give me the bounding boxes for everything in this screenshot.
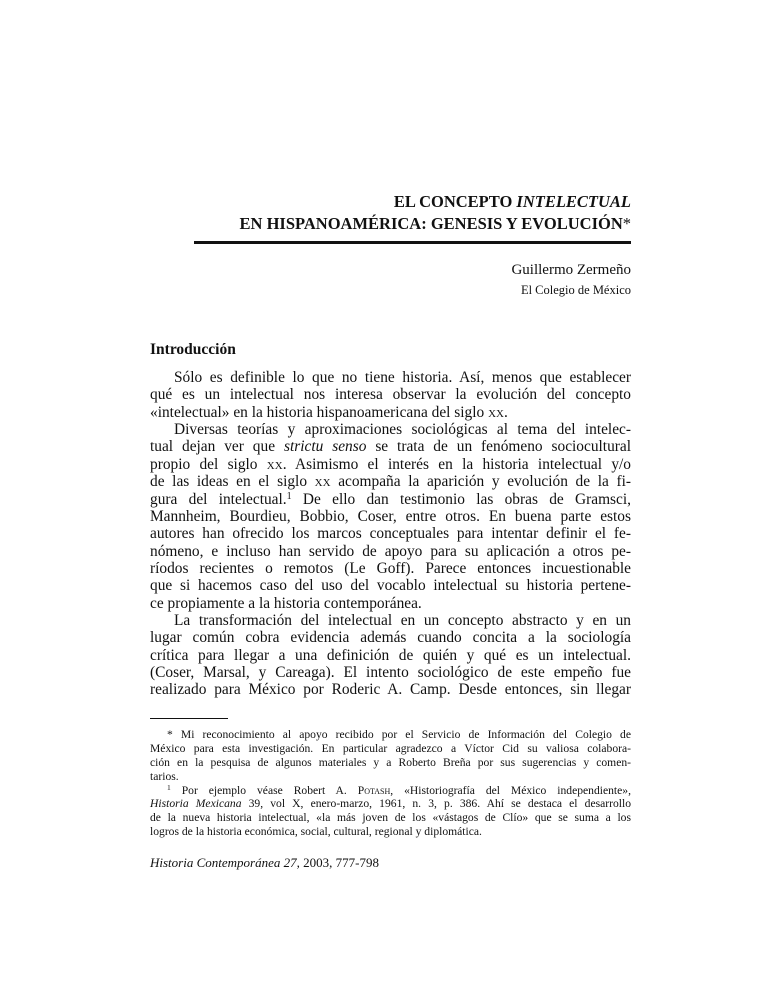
text-run: se trata de un fenómeno sociocultural [366, 438, 632, 456]
text-run: . Asimismo el interés en la historia intelectual y/o [282, 455, 631, 473]
body-line [150, 543, 631, 560]
text-run: Por ejemplo véase Robert A. [170, 783, 358, 797]
footnote-line [150, 742, 631, 756]
text-run: Diversas teorías y aproximaciones sociológicas al tema del intelec- [174, 421, 631, 439]
text-run: propio del siglo [150, 455, 267, 473]
body-line [150, 647, 631, 664]
text-run: (Coser, Marsal, y Careaga). El intento sociológico de este empeño fue [150, 664, 631, 682]
body-line [150, 595, 631, 612]
text-run: de la nueva historia intelectual, «la más joven de los «vástagos de Clío» que se suma a los [150, 811, 631, 825]
section-heading: Introducción [150, 341, 236, 358]
footnote-line [150, 825, 631, 839]
footnote-line [150, 728, 631, 742]
text-run: México para esta investigación. En particular agradezco a Víctor Cid su valiosa colabora- [150, 741, 631, 755]
text-run: La transformación del intelectual en un concepto abstracto y en un [174, 612, 631, 630]
footnote-line [150, 756, 631, 770]
body-line [150, 629, 631, 646]
small-caps-text: xx [314, 473, 331, 491]
text-run: tarios. [150, 769, 179, 783]
italic-text: Historia Contemporánea 27, [150, 855, 300, 870]
body-line [150, 612, 631, 629]
footnote-line [150, 784, 631, 798]
journal-citation-footer [150, 855, 379, 871]
footnote-line [150, 811, 631, 825]
footnote-marker: * [622, 214, 631, 233]
text-run: , «Historiografía del México independiente», [390, 783, 631, 797]
text-run: ríodos recientes o remotos (Le Goff). Parece entonces incuestionable [150, 559, 631, 577]
body-line [150, 681, 631, 698]
text-run: ción en la pesquisa de algunos materiales y a Roberto Breña por sus sugerencias y comen- [150, 755, 631, 769]
body-text [150, 369, 631, 699]
text-run: lugar común cobra evidencia además cuando concita a la sociología [150, 629, 631, 647]
text-run: . [503, 403, 508, 421]
body-line [150, 456, 631, 473]
text-run: realizado para México por Roderic A. Camp. Desde entonces, sin llegar [150, 681, 631, 699]
text-run: gura del intelectual. [150, 490, 287, 508]
italic-text: strictu senso [283, 438, 367, 456]
body-line [150, 473, 631, 490]
text-run: de las ideas en el siglo [150, 473, 315, 491]
footnote-marker[interactable]: 1 [286, 490, 292, 502]
text-run: EL CONCEPTO [393, 192, 517, 211]
text-run: que si hacemos caso del uso del vocablo intelectual su historia pertene- [150, 577, 631, 595]
footnote-separator [150, 718, 228, 719]
footnotes [150, 728, 631, 839]
text-run: Sólo es definible lo que no tiene historia. Así, menos que establecer [174, 369, 631, 386]
text-run: qué es un intelectual nos interesa observar la evolución del concepto [150, 386, 631, 404]
text-run: acompaña la aparición y evolución de la fi- [330, 473, 631, 491]
body-line [150, 438, 631, 455]
text-run: tual dejan ver que [150, 438, 284, 456]
text-run: logros de la historia económica, social, cultural, regional y diplomática. [150, 825, 482, 839]
small-caps-text: xx [266, 455, 283, 473]
body-line [150, 525, 631, 542]
small-caps-text: Potash [357, 783, 391, 797]
text-run: De ello dan testimonio las obras de Gramsci, [291, 490, 631, 508]
text-run: * Mi reconocimiento al apoyo recibido por el Servicio de Información del Colegio de [167, 728, 631, 741]
footnote-line [150, 770, 631, 784]
body-line [150, 404, 631, 421]
title-rule [194, 241, 631, 244]
text-run: 2003, 777-798 [299, 855, 379, 870]
text-run: ce propiamente a la historia contemporánea. [150, 594, 422, 612]
text-run: EN HISPANOAMÉRICA: GENESIS Y EVOLUCIÓN [239, 214, 623, 233]
body-line [150, 664, 631, 681]
body-line [150, 560, 631, 577]
body-line [150, 421, 631, 438]
body-line [150, 369, 631, 386]
text-run: nómeno, e incluso han servido de apoyo para su aplicación a otros pe- [150, 542, 631, 560]
body-line [150, 491, 631, 508]
text-run: «intelectual» en la historia hispanoamericana del siglo [150, 403, 489, 421]
body-line [150, 386, 631, 403]
body-line [150, 577, 631, 594]
italic-text: Historia Mexicana [150, 797, 242, 811]
italic-text: INTELECTUAL [516, 192, 631, 211]
footnote-line [150, 797, 631, 811]
article-title-line-2 [240, 214, 631, 234]
author-name: Guillermo Zermeño [511, 262, 631, 278]
body-line [150, 508, 631, 525]
article-title-line-1 [394, 192, 631, 212]
text-run: crítica para llegar a una definición de quién y qué es un intelectual. [150, 646, 631, 664]
text-run: Mannheim, Bourdieu, Bobbio, Coser, entre otros. En buena parte estos [150, 507, 631, 525]
footnote-marker[interactable]: 1 [167, 782, 171, 792]
text-run: 39, vol X, enero-marzo, 1961, n. 3, p. 386. Ahí se destaca el desarrollo [241, 797, 632, 811]
text-run: autores han ofrecido los marcos conceptuales para intentar definir el fe- [150, 525, 631, 543]
author-affiliation: El Colegio de México [520, 283, 631, 297]
small-caps-text: xx [488, 403, 504, 421]
